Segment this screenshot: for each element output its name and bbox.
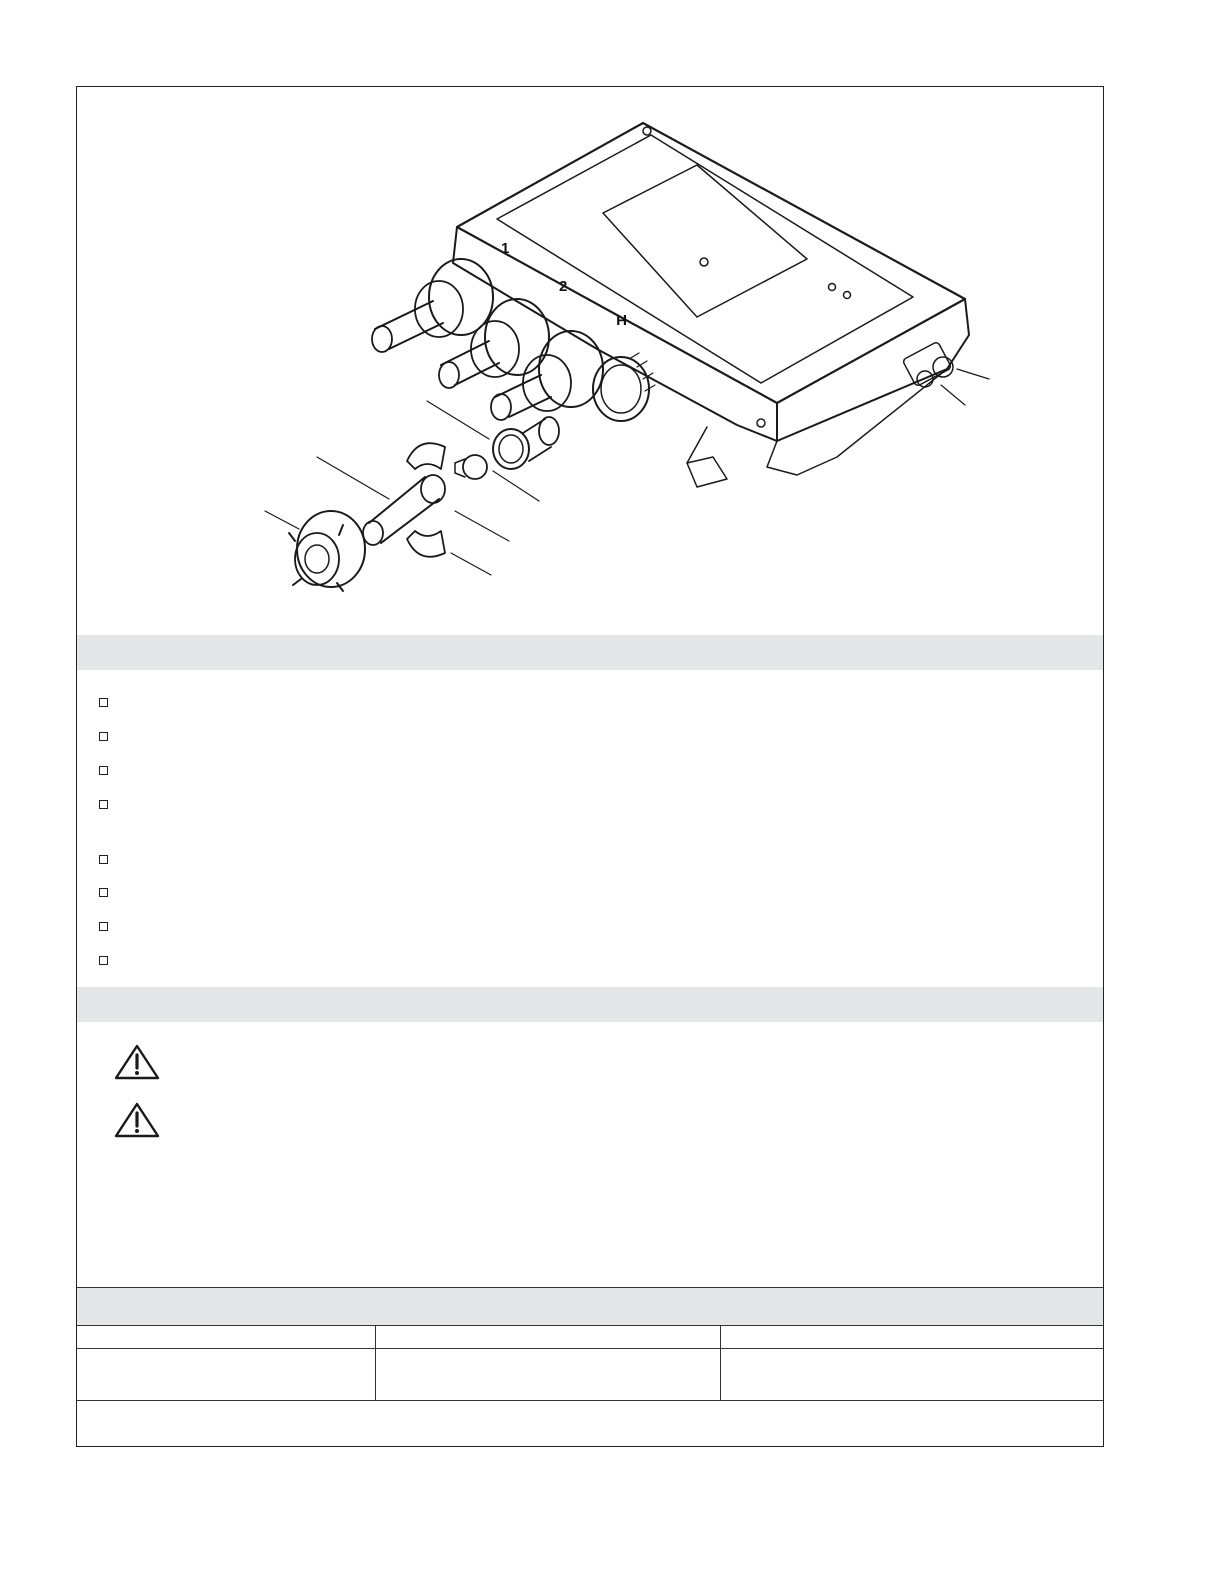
table-footer-row [77,1400,1103,1447]
table-row [77,1348,1103,1401]
table-cell [77,1349,376,1401]
page-frame [76,86,1104,1447]
checklist-item[interactable] [99,698,120,707]
port-h [491,331,603,420]
port-1 [372,259,493,352]
housing [453,123,969,487]
section-header-band-2 [77,987,1103,1022]
checkbox[interactable] [99,732,108,741]
table-cell [721,1326,1103,1349]
table-cell [721,1349,1103,1401]
checkbox[interactable] [99,766,108,775]
exploded-parts [289,417,559,591]
checkbox[interactable] [99,698,108,707]
checkbox[interactable] [99,888,108,897]
checklist-item[interactable] [99,888,120,897]
checklist-item[interactable] [99,956,120,965]
table-header-band [77,1287,1103,1326]
table-cell [376,1326,721,1349]
product-figure [77,87,1103,635]
warning-triangle-icon [113,1043,161,1086]
port-2 [439,299,549,388]
checklist-item[interactable] [99,922,120,931]
table-column-header-row [77,1325,1103,1349]
checklist-item[interactable] [99,855,120,864]
checklist-item[interactable] [99,800,120,809]
section-header-band-1 [77,635,1103,670]
valve-body-drawing [77,87,1103,635]
port-label-h: H [616,311,627,328]
checkbox[interactable] [99,800,108,809]
table-cell [77,1326,376,1349]
checkbox[interactable] [99,922,108,931]
table-cell [376,1349,721,1401]
warning-triangle-icon [113,1101,161,1144]
port-label-1: 1 [501,240,510,257]
checklist-item[interactable] [99,732,120,741]
checklist-item[interactable] [99,766,120,775]
checkbox[interactable] [99,956,108,965]
port-label-2: 2 [559,278,568,295]
checkbox[interactable] [99,855,108,864]
